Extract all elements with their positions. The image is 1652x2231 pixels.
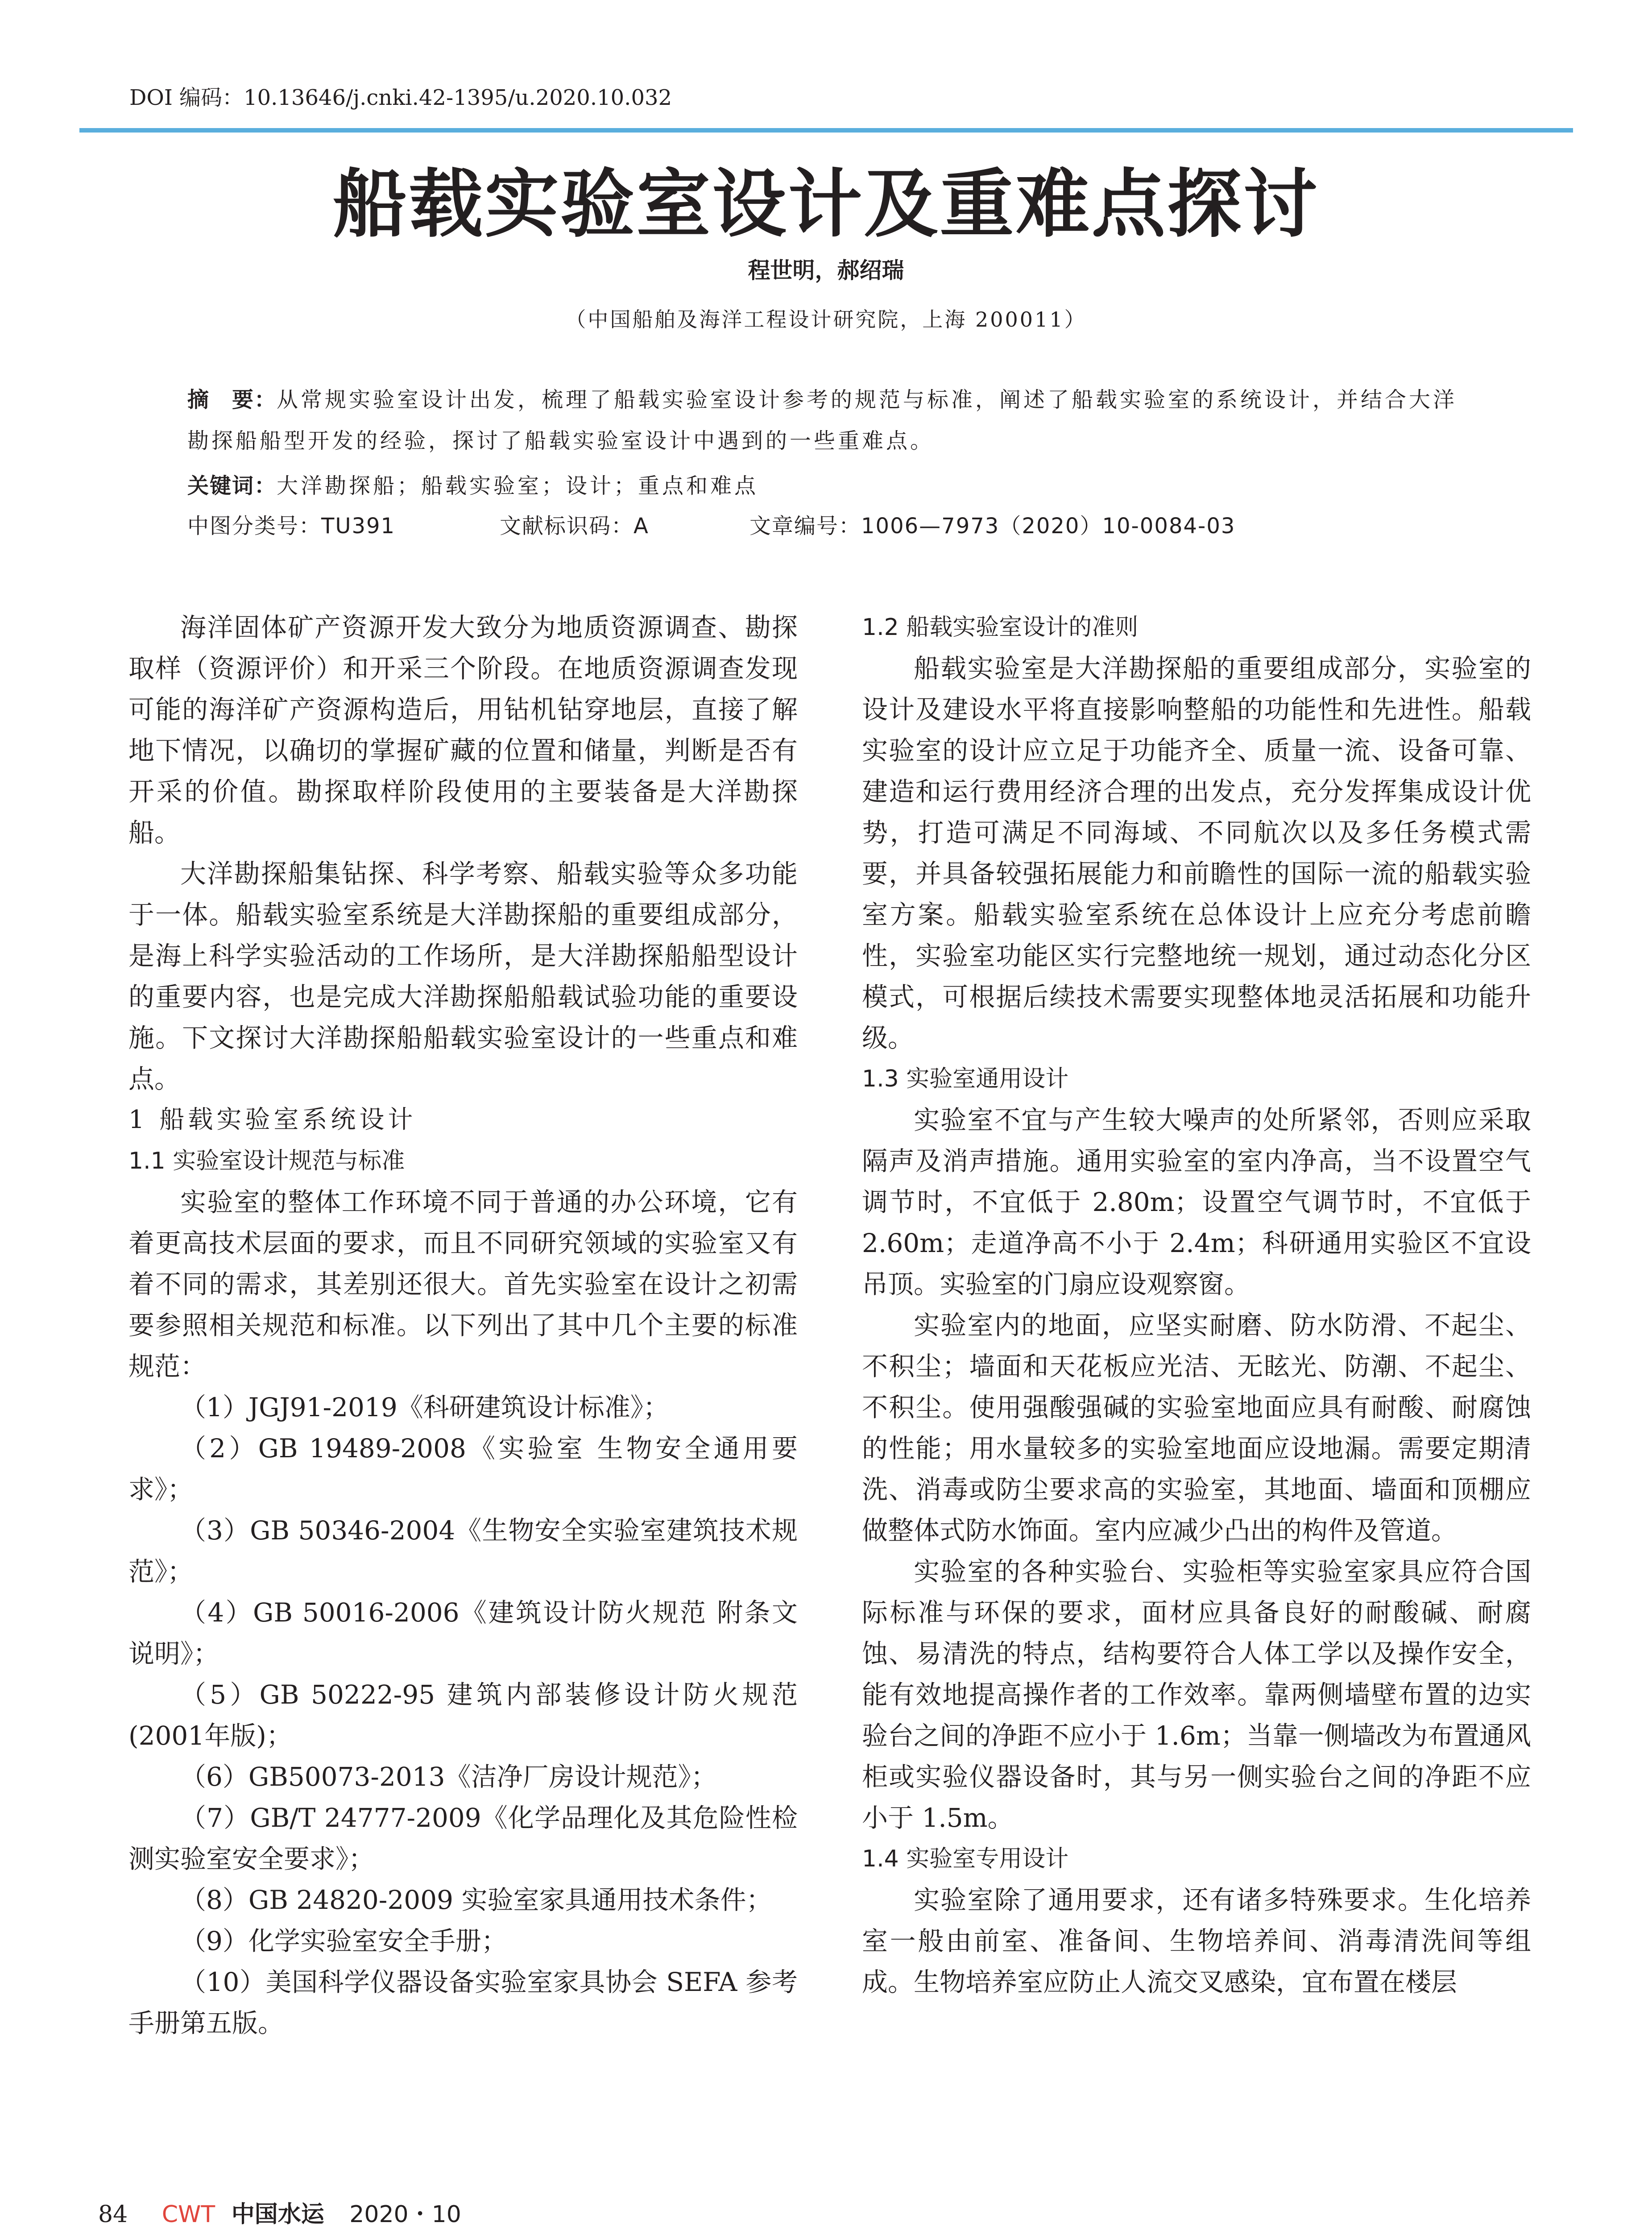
subsection-heading-1-3: 1.3 实验室通用设计	[862, 1066, 1069, 1092]
doi-line: DOI 编码：10.13646/j.cnki.42-1395/u.2020.10.032	[129, 85, 672, 110]
intro-paragraph-1: 海洋固体矿产资源开发大致分为地质资源调查、勘探取样（资源评价）和开采三个阶段。在地质资源调查发现可能的海洋矿产资源构造后，用钻机钻穿地层，直接了解地下情况，以确切的掌握矿藏的位置和储量，判断是否有开采的价值。勘探取样阶段使用的主要装备是大洋勘探船。	[128, 612, 798, 848]
keywords-label: 关键词：	[187, 473, 277, 498]
right-column	[862, 607, 1531, 2003]
reference-item: （8）GB 24820-2009 实验室家具通用技术条件；	[180, 1885, 772, 1915]
abstract	[187, 379, 1481, 461]
reference-item: （10）美国科学仪器设备实验室家具协会 SEFA 参考手册第五版。	[128, 1967, 798, 2038]
paragraph-1-3-a: 实验室不宜与产生较大噪声的处所紧邻，否则应采取隔声及消声措施。通用实验室的室内净高，当不设置空气调节时，不宜低于 2.80m；设置空气调节时，不宜低于 2.60m；走道净高不小于 2.4m；科研通用实验区不宜设吊顶。实验室的门扇应设观察窗。	[862, 1105, 1531, 1299]
journal-logo: CWT	[161, 2201, 215, 2228]
intro-paragraph-2: 大洋勘探船集钻探、科学考察、船载实验等众多功能于一体。船载实验室系统是大洋勘探船的重要组成部分，是海上科学实验活动的工作场所，是大洋勘探船船型设计的重要内容，也是完成大洋勘探船船载试验功能的重要设施。下文探讨大洋勘探船船载实验室设计的一些重点和难点。	[128, 858, 798, 1094]
abstract-label: 摘 要：	[187, 387, 277, 412]
keywords	[187, 469, 758, 499]
document-code: 文献标识码：A	[500, 514, 649, 539]
reference-item: （2）GB 19489-2008《实验室 生物安全通用要求》；	[128, 1433, 798, 1505]
reference-item: （7）GB/T 24777-2009《化学品理化及其危险性检测实验室安全要求》；	[128, 1803, 798, 1874]
header-rule	[79, 128, 1573, 133]
article-affiliation: （中国船舶及海洋工程设计研究院，上海 200011）	[565, 307, 1087, 332]
clc-number: 中图分类号：TU391	[187, 514, 396, 539]
reference-item: （5）GB 50222-95 建筑内部装修设计防火规范(2001年版)；	[128, 1679, 798, 1751]
abstract-text: 从常规实验室设计出发，梳理了船载实验室设计参考的规范与标准，阐述了船载实验室的系统设计，并结合大洋勘探船船型开发的经验，探讨了船载实验室设计中遇到的一些重难点。	[187, 387, 1457, 453]
paragraph-1-4: 实验室除了通用要求，还有诸多特殊要求。生化培养室一般由前室、准备间、生物培养间、消毒清洗间等组成。生物培养室应防止人流交叉感染，宜布置在楼层	[862, 1885, 1531, 1997]
subsection-heading-1-1: 1.1 实验室设计规范与标准	[128, 1148, 405, 1174]
reference-item: （9）化学实验室安全手册；	[180, 1926, 507, 1956]
section-heading-1: 1 船载实验室系统设计	[128, 1105, 417, 1134]
reference-item: （4）GB 50016-2006《建筑设计防火规范 附条文说明》；	[128, 1597, 798, 1669]
reference-item: （1）JGJ91-2019《科研建筑设计标准》；	[180, 1392, 669, 1422]
journal-name: 中国水运	[231, 2201, 324, 2228]
paragraph-1-1: 实验室的整体工作环境不同于普通的办公环境，它有着更高技术层面的要求，而且不同研究领域的实验室又有着不同的需求，其差别还很大。首先实验室在设计之初需要参照相关规范和标准。以下列出了其中几个主要的标准规范：	[128, 1187, 798, 1381]
subsection-heading-1-4: 1.4 实验室专用设计	[862, 1845, 1069, 1872]
page-footer	[98, 2195, 461, 2229]
issue-date: 2020・10	[349, 2201, 461, 2228]
page-number: 84	[98, 2201, 128, 2228]
article-number: 文章编号：1006—7973（2020）10-0084-03	[749, 514, 1236, 539]
reference-item: （3）GB 50346-2004《生物安全实验室建筑技术规范》；	[128, 1515, 798, 1587]
subsection-heading-1-2: 1.2 船载实验室设计的准则	[862, 614, 1139, 641]
article-title: 船载实验室设计及重难点探讨	[333, 161, 1319, 248]
article-authors: 程世明，郝绍瑞	[748, 257, 904, 283]
paragraph-1-3-c: 实验室的各种实验台、实验柜等实验室家具应符合国际标准与环保的要求，面材应具备良好的耐酸碱、耐腐蚀、易清洗的特点，结构要符合人体工学以及操作安全，能有效地提高操作者的工作效率。靠两侧墙壁布置的边实验台之间的净距不应小于 1.6m；当靠一侧墙改为布置通风柜或实验仪器设备时，其与另一侧实验台之间的净距不应小于 1.5m。	[862, 1556, 1531, 1833]
reference-item: （6）GB50073-2013《洁净厂房设计规范》；	[180, 1762, 717, 1792]
paragraph-1-3-b: 实验室内的地面，应坚实耐磨、防水防滑、不起尘、不积尘；墙面和天花板应光洁、无眩光、防潮、不起尘、不积尘。使用强酸强碱的实验室地面应具有耐酸、耐腐蚀的性能；用水量较多的实验室地面应设地漏。需要定期清洗、消毒或防尘要求高的实验室，其地面、墙面和顶棚应做整体式防水饰面。室内应减少凸出的构件及管道。	[862, 1310, 1531, 1546]
paragraph-1-2: 船载实验室是大洋勘探船的重要组成部分，实验室的设计及建设水平将直接影响整船的功能性和先进性。船载实验室的设计应立足于功能齐全、质量一流、设备可靠、建造和运行费用经济合理的出发点，充分发挥集成设计优势，打造可满足不同海域、不同航次以及多任务模式需要，并具备较强拓展能力和前瞻性的国际一流的船载实验室方案。船载实验室系统在总体设计上应充分考虑前瞻性，实验室功能区实行完整地统一规划，通过动态化分区模式，可根据后续技术需要实现整体地灵活拓展和功能升级。	[862, 653, 1531, 1053]
left-column	[128, 607, 798, 2044]
keywords-text: 大洋勘探船；船载实验室；设计；重点和难点	[277, 473, 759, 498]
